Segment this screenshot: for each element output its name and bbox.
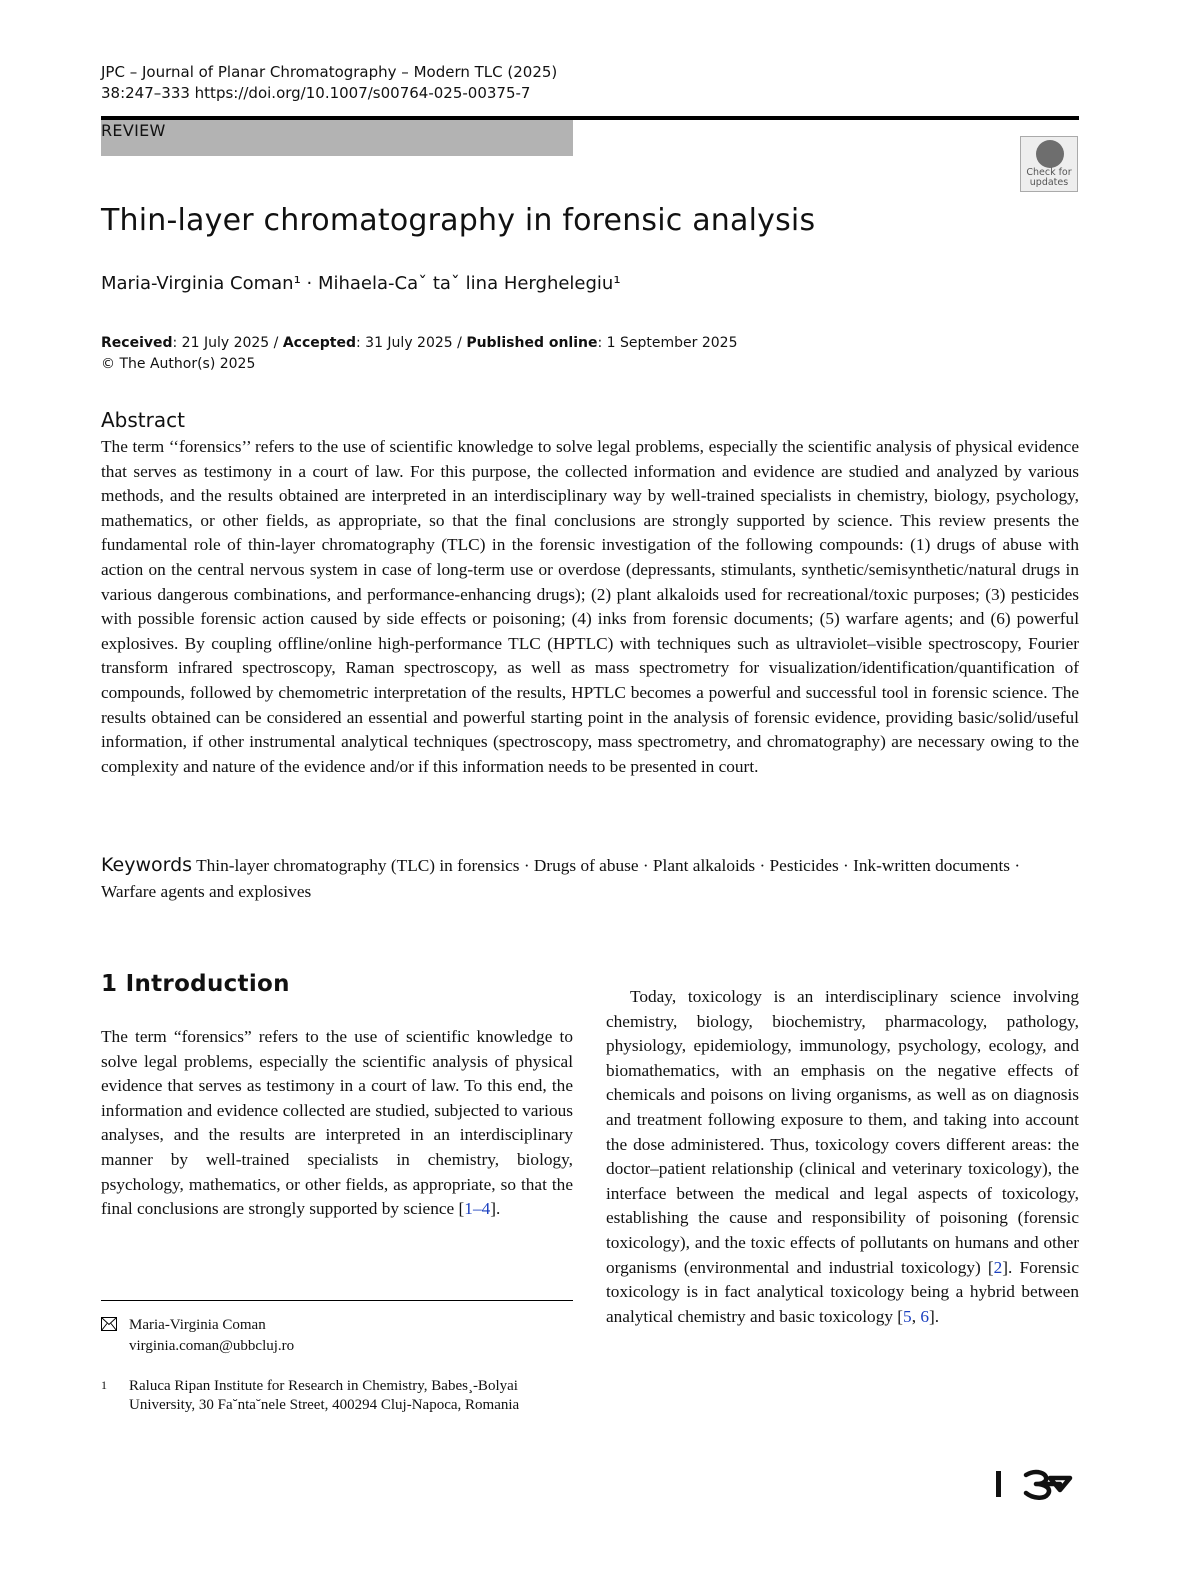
envelope-icon bbox=[101, 1317, 117, 1331]
article-title: Thin-layer chromatography in forensic analysis bbox=[101, 203, 816, 238]
accepted-date: : 31 July 2025 / bbox=[356, 335, 467, 351]
copyright: © The Author(s) 2025 bbox=[101, 356, 256, 372]
keywords-label: Keywords bbox=[101, 854, 193, 876]
intro-right-text: Today, toxicology is an interdisciplinary science involving chemistry, biology, biochemistry, pharmacology, pathology, physiology, epidemiology, immunology, psychology, ecology, and biomathematics, with an emphasis on the negative effects of chemicals and poisons on living organisms, as well as on diagnosis and treatment following exposure to them, and taking into account the dose administered. Thus, toxicology covers different areas: the doctor–patient relationship (clinical and veterinary toxicology), the interface between the medical and legal aspects of toxicology, establishing the cause and responsibility of poisoning (forensic toxicology), and the toxic effects of pollutants on humans and other organisms (environmental and industrial toxicology) [ bbox=[606, 987, 1079, 1277]
check-updates-circle bbox=[1036, 140, 1064, 168]
intro-left-end: ]. bbox=[490, 1199, 501, 1219]
article-type-bar bbox=[101, 120, 573, 156]
section-heading-introduction: 1 Introduction bbox=[101, 971, 290, 997]
received-label: Received bbox=[101, 335, 173, 351]
check-updates-icon[interactable] bbox=[1020, 136, 1078, 192]
received-date: : 21 July 2025 / bbox=[172, 335, 283, 351]
corresponding-author-email[interactable]: virginia.coman@ubbcluj.ro bbox=[129, 1338, 295, 1354]
citation-link[interactable]: 6 bbox=[920, 1306, 929, 1326]
intro-right-end: ]. bbox=[928, 1306, 940, 1326]
author-list: Maria-Virginia Coman¹ · Mihaela-Caˇ taˇ lina Herghelegiu¹ bbox=[101, 273, 621, 294]
published-label: Published online bbox=[466, 335, 598, 351]
check-updates-label: Check for updates bbox=[1026, 167, 1072, 188]
published-date: : 1 September 2025 bbox=[597, 335, 738, 351]
footnote-rule bbox=[101, 1300, 573, 1301]
abstract-heading: Abstract bbox=[101, 408, 185, 432]
keywords-text: Thin-layer chromatography (TLC) in forensics · Drugs of abuse · Plant alkaloids · Pesticides · Ink-written documents · Warfare agents and explosives bbox=[101, 856, 1021, 901]
corresponding-author bbox=[129, 1315, 294, 1357]
introduction-paragraph-1 bbox=[101, 1025, 573, 1222]
abstract-text: The term ‘‘forensics’’ refers to the use of scientific knowledge to solve legal problems, especially the scientific analysis of physical evidence that serves as testimony in a court of law. For this purpose, the collected information and evidence are studied and analyzed by various methods, and the results obtained are interpreted in an interdisciplinary way by well-trained specialists in chemistry, biology, psychology, mathematics, or other fields, as appropriate, so that the final conclusions are strongly supported by science. This review presents the fundamental role of thin-layer chromatography (TLC) in the forensic investigation of the following compounds: (1) drugs of abuse with action on the central nervous system in case of long-term use or overdose (depressants, stimulants, synthetic/semisynthetic/natural drugs in various dangerous combinations, and performance-enhancing drugs); (2) plant alkaloids used for recreational/toxic purposes; (3) pesticides with possible forensic action caused by side effects or poisoning; (4) inks from forensic documents; (5) warfare agents; and (6) powerful explosives. By coupling offline/online high-performance TLC (HPTLC) with techniques such as ultraviolet–visible spectroscopy, Fourier transform infrared spectroscopy, Raman spectroscopy, as well as mass spectrometry for visualization/identification/quantification of compounds, followed by chemometric interpretation of the results, HPTLC becomes a powerful and successful tool in forensic science. The results obtained can be considered an essential and powerful starting point in the analysis of forensic evidence, providing basic/solid/useful information, if other instrumental analytical techniques (spectroscopy, mass spectrometry, and chromatography) are necessary owing to the complexity and nature of the evidence and/or if this information needs to be presented in court. bbox=[101, 437, 1079, 776]
citation-link[interactable]: 1–4 bbox=[464, 1199, 491, 1219]
date-line bbox=[101, 333, 738, 354]
intro-right-sep: , bbox=[911, 1306, 921, 1326]
article-type-label: REVIEW bbox=[101, 121, 166, 140]
springer-logo bbox=[990, 1466, 1080, 1502]
accepted-label: Accepted bbox=[282, 335, 356, 351]
introduction-paragraph-2 bbox=[606, 985, 1079, 1329]
intro-right-mid: ]. Forensic toxicology is in fact analytical toxicology being a hybrid between analytical chemistry and basic toxicology [ bbox=[606, 1257, 1079, 1326]
journal-citation: JPC – Journal of Planar Chromatography – Modern TLC (2025) 38:247–333 https://doi.org/10.1007/s00764-025-00375-7 bbox=[101, 63, 558, 102]
citation-link[interactable]: 5 bbox=[903, 1306, 912, 1326]
corresponding-author-name: Maria-Virginia Coman bbox=[129, 1317, 266, 1333]
publication-dates bbox=[101, 333, 738, 375]
affiliation: Raluca Ripan Institute for Research in Chemistry, Babes¸-Bolyai University, 30 Fa˘nta˘nele Street, 400294 Cluj-Napoca, Romania bbox=[129, 1378, 520, 1413]
citation-link[interactable]: 2 bbox=[993, 1257, 1003, 1277]
affiliation-marker: 1 bbox=[101, 1378, 107, 1392]
keywords bbox=[101, 853, 1079, 904]
intro-left-text: The term “forensics” refers to the use of scientific knowledge to solve legal problems, especially the scientific analysis of physical evidence that serves as testimony in a court of law. To this end, the information and evidence collected are studied, subjected to various analyses, and the results are interpreted in an interdisciplinary manner by well-trained specialists in chemistry, biology, psychology, mathematics, or other fields, as appropriate, so that the final conclusions are strongly supported by science [ bbox=[101, 1027, 573, 1219]
